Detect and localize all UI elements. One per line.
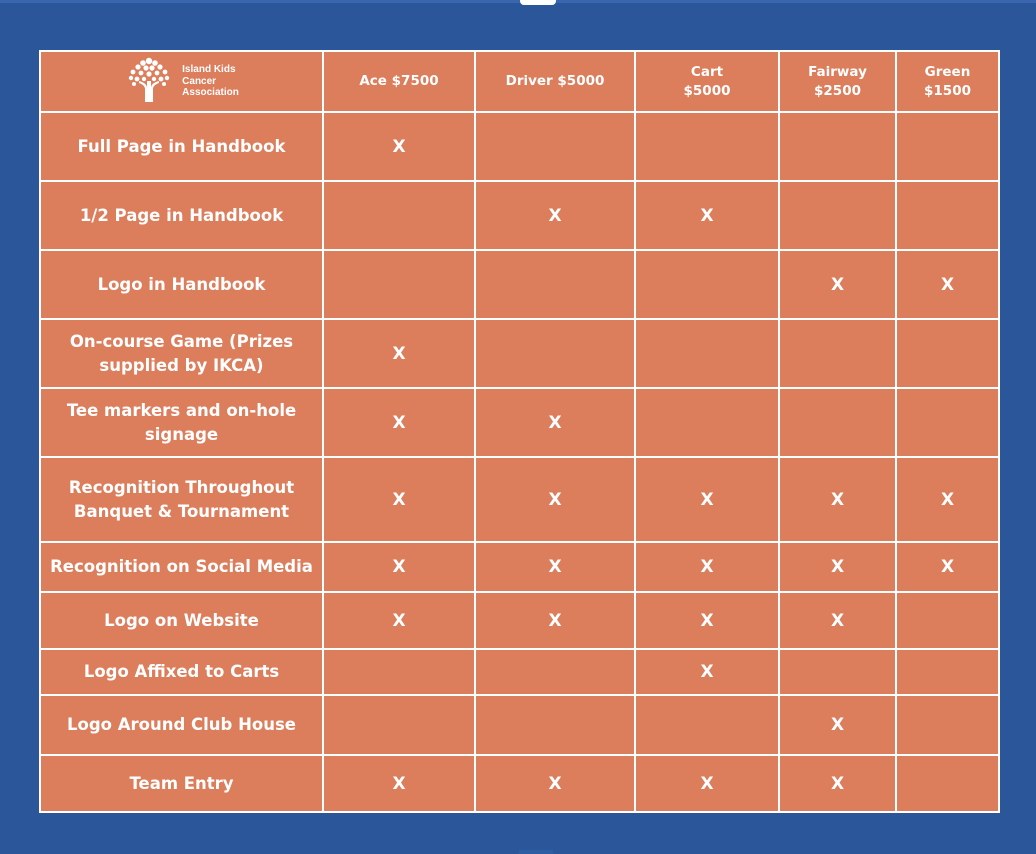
feature-label — [40, 388, 323, 457]
cell-driver — [475, 457, 635, 542]
table-row — [40, 388, 999, 457]
included-mark: X — [392, 773, 406, 794]
cell-fairway — [779, 542, 896, 592]
feature-label-line: Logo Affixed to Carts — [83, 662, 280, 681]
cell-driver — [475, 112, 635, 181]
column-header-fairway — [779, 51, 896, 112]
included-mark: X — [940, 274, 955, 295]
table-row — [40, 319, 999, 388]
feature-label — [40, 250, 323, 319]
included-mark: X — [548, 610, 562, 631]
included-mark: X — [700, 662, 714, 682]
cell-cart — [635, 649, 779, 695]
cell-green — [896, 755, 999, 812]
bottom-handle — [519, 850, 553, 854]
org-name-line: Island Kids — [182, 64, 236, 76]
cell-cart — [635, 592, 779, 649]
cell-green — [896, 112, 999, 181]
feature-label-line: Team Entry — [129, 773, 234, 793]
feature-label — [40, 695, 323, 755]
included-mark: X — [392, 412, 406, 433]
cell-cart — [635, 695, 779, 755]
cell-ace — [323, 457, 475, 542]
logo-cell — [40, 51, 323, 112]
included-mark: X — [700, 773, 714, 794]
cell-cart — [635, 112, 779, 181]
feature-label-line: Logo Around Club House — [66, 715, 296, 734]
feature-label — [40, 181, 323, 250]
cell-green — [896, 649, 999, 695]
included-mark: X — [700, 489, 714, 510]
feature-label-line: Recognition Throughout — [68, 477, 295, 497]
cell-driver — [475, 695, 635, 755]
column-header-green — [896, 51, 999, 112]
cell-fairway — [779, 250, 896, 319]
cell-cart — [635, 388, 779, 457]
column-header-line: Ace $7500 — [359, 73, 439, 89]
included-mark: X — [700, 205, 714, 226]
organization-name — [182, 64, 239, 99]
cell-green — [896, 181, 999, 250]
feature-label-line: Banquet & Tournament — [73, 501, 290, 521]
included-mark: X — [548, 773, 562, 794]
cell-green — [896, 388, 999, 457]
table-row — [40, 649, 999, 695]
feature-label-line: 1/2 Page in Handbook — [79, 205, 284, 225]
cell-ace — [323, 755, 475, 812]
table-row — [40, 181, 999, 250]
feature-label-line: On-course Game (Prizes — [69, 331, 294, 351]
cell-green — [896, 319, 999, 388]
org-name-line: Cancer — [182, 75, 217, 87]
included-mark: X — [392, 136, 406, 157]
feature-label — [40, 649, 323, 695]
included-mark: X — [830, 274, 845, 295]
feature-label-line: Logo on Website — [104, 610, 259, 630]
included-mark: X — [700, 610, 714, 631]
cell-fairway — [779, 695, 896, 755]
cell-ace — [323, 250, 475, 319]
top-handle — [520, 0, 556, 5]
cell-cart — [635, 250, 779, 319]
feature-label-line: supplied by IKCA) — [99, 355, 264, 375]
cell-ace — [323, 592, 475, 649]
cell-cart — [635, 542, 779, 592]
included-mark: X — [830, 610, 845, 631]
cell-driver — [475, 319, 635, 388]
org-name-line: Association — [182, 87, 239, 99]
table-row — [40, 755, 999, 812]
cell-green — [896, 457, 999, 542]
sponsorship-table — [39, 50, 1000, 813]
cell-driver — [475, 250, 635, 319]
feature-label — [40, 592, 323, 649]
cell-cart — [635, 319, 779, 388]
column-header-line: Cart — [690, 63, 724, 80]
feature-label-line: signage — [144, 424, 219, 444]
cell-fairway — [779, 457, 896, 542]
included-mark: X — [392, 557, 406, 577]
column-header-line: $1500 — [924, 82, 971, 99]
cell-green — [896, 250, 999, 319]
cell-fairway — [779, 592, 896, 649]
included-mark: X — [830, 715, 845, 735]
cell-green — [896, 542, 999, 592]
cell-ace — [323, 649, 475, 695]
cell-fairway — [779, 319, 896, 388]
included-mark: X — [830, 557, 845, 577]
included-mark: X — [548, 557, 562, 577]
table-row — [40, 542, 999, 592]
feature-label-line: Tee markers and on-hole — [66, 400, 297, 420]
included-mark: X — [392, 610, 406, 631]
column-header-cart — [635, 51, 779, 112]
included-mark: X — [940, 557, 955, 577]
cell-fairway — [779, 112, 896, 181]
header-row — [40, 51, 999, 112]
cell-fairway — [779, 388, 896, 457]
table-row — [40, 695, 999, 755]
feature-label — [40, 755, 323, 812]
feature-label — [40, 457, 323, 542]
feature-label — [40, 112, 323, 181]
column-header-line: Driver $5000 — [505, 73, 605, 89]
feature-label-line: Recognition on Social Media — [50, 557, 313, 576]
feature-label — [40, 542, 323, 592]
included-mark: X — [700, 557, 714, 577]
cell-fairway — [779, 755, 896, 812]
cell-fairway — [779, 649, 896, 695]
cell-ace — [323, 112, 475, 181]
column-header-line: Fairway — [808, 63, 867, 80]
column-header-line: $5000 — [683, 82, 731, 99]
feature-label-line: Full Page in Handbook — [77, 136, 286, 156]
included-mark: X — [830, 773, 845, 794]
cell-driver — [475, 542, 635, 592]
top-strip — [0, 0, 1036, 3]
included-mark: X — [392, 343, 406, 364]
feature-label-line: Logo in Handbook — [97, 274, 266, 294]
cell-fairway — [779, 181, 896, 250]
table-row — [40, 250, 999, 319]
cell-ace — [323, 319, 475, 388]
included-mark: X — [940, 489, 955, 510]
cell-green — [896, 695, 999, 755]
cell-ace — [323, 181, 475, 250]
cell-cart — [635, 755, 779, 812]
cell-ace — [323, 542, 475, 592]
cell-driver — [475, 649, 635, 695]
tree-hand-icon — [124, 54, 174, 110]
included-mark: X — [830, 489, 845, 510]
column-header-line: Green — [924, 63, 971, 80]
feature-label — [40, 319, 323, 388]
cell-cart — [635, 457, 779, 542]
cell-driver — [475, 592, 635, 649]
included-mark: X — [548, 489, 562, 510]
cell-ace — [323, 388, 475, 457]
column-header-driver — [475, 51, 635, 112]
included-mark: X — [392, 489, 406, 510]
cell-green — [896, 592, 999, 649]
column-header-ace — [323, 51, 475, 112]
cell-driver — [475, 181, 635, 250]
included-mark: X — [548, 205, 562, 226]
included-mark: X — [548, 412, 562, 433]
table-row — [40, 592, 999, 649]
table-row — [40, 457, 999, 542]
column-header-line: $2500 — [814, 82, 861, 99]
cell-driver — [475, 388, 635, 457]
table-row — [40, 112, 999, 181]
cell-cart — [635, 181, 779, 250]
cell-driver — [475, 755, 635, 812]
cell-ace — [323, 695, 475, 755]
